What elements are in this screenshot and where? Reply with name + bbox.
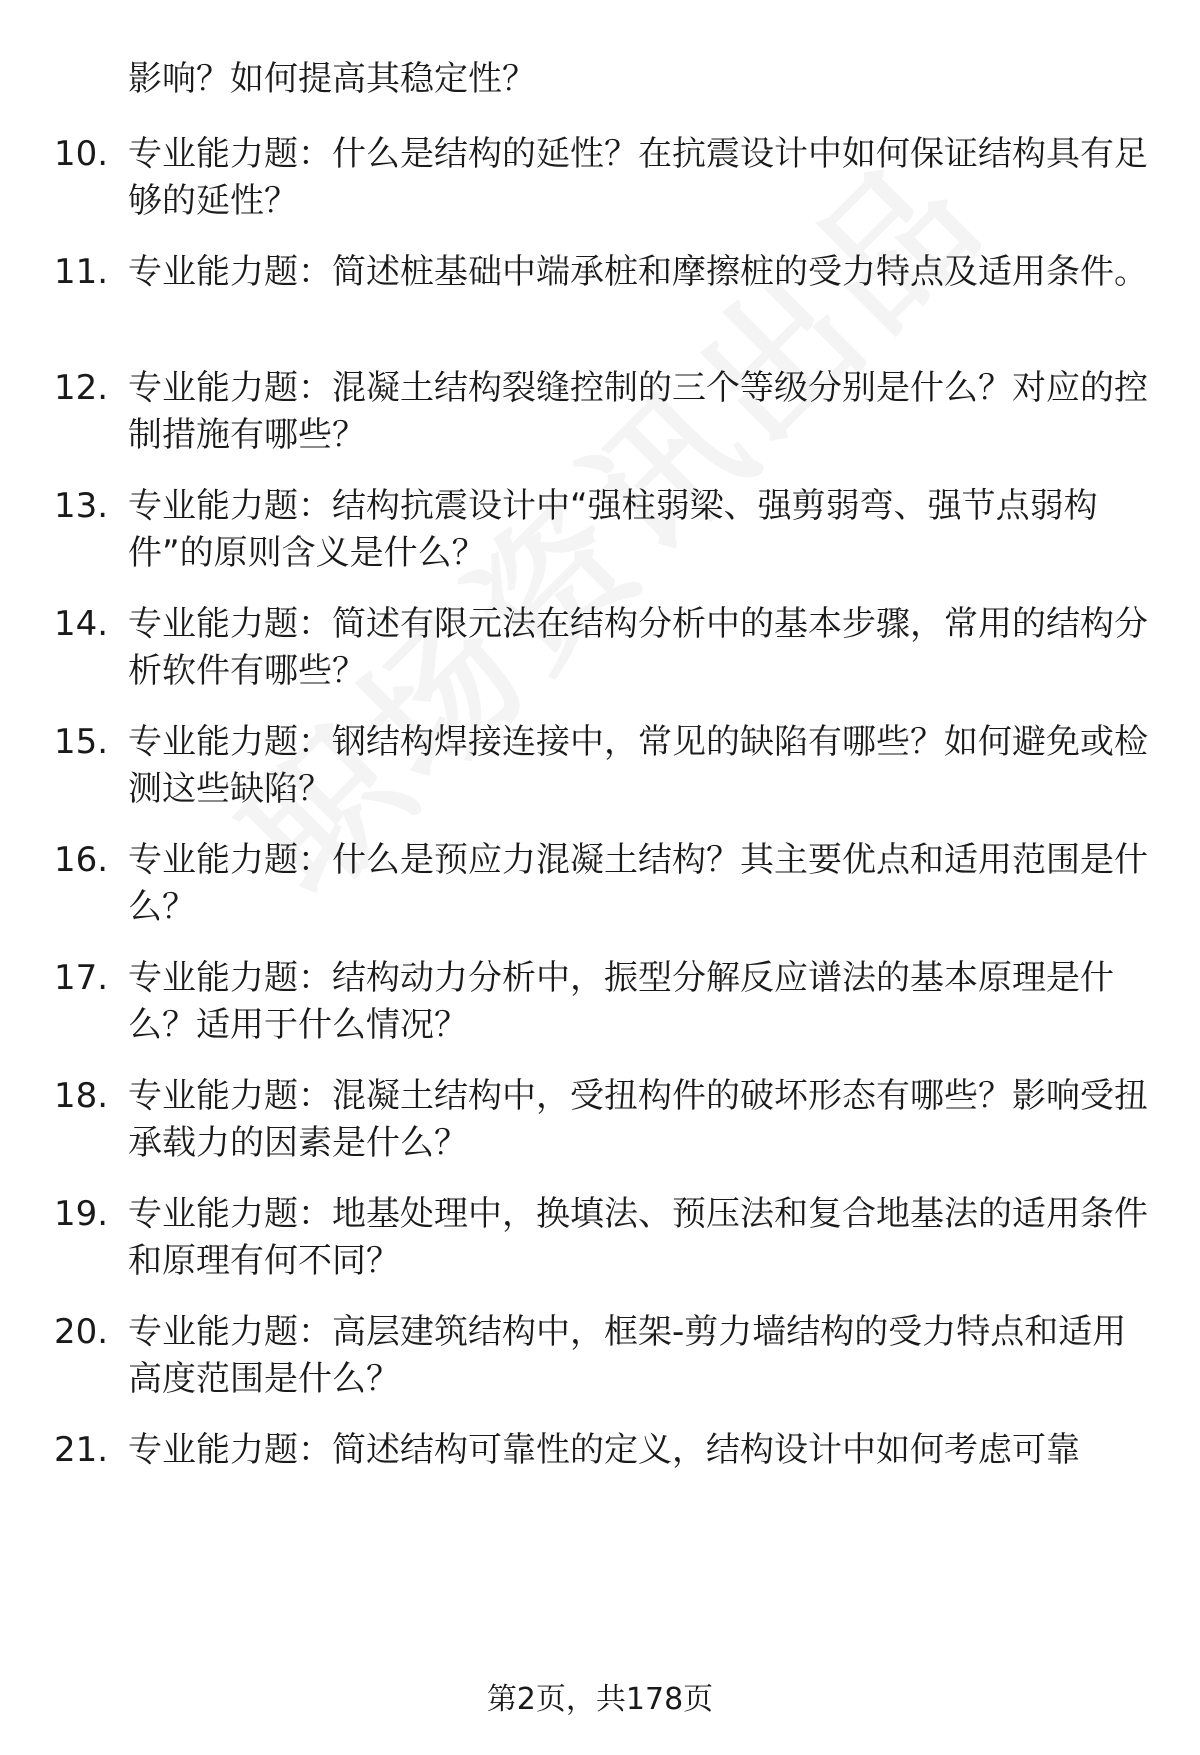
question-text: 专业能力题：什么是结构的延性？在抗震设计中如何保证结构具有足够的延性？ xyxy=(128,134,1148,221)
question-number: 21. xyxy=(54,1430,109,1470)
question-text: 专业能力题：混凝土结构中，受扭构件的破坏形态有哪些？影响受扭承载力的因素是什么？ xyxy=(128,1076,1148,1163)
question-number: 16. xyxy=(54,840,109,880)
question-number: 20. xyxy=(54,1312,109,1352)
question-text: 专业能力题：高层建筑结构中，框架-剪力墙结构的受力特点和适用高度范围是什么？ xyxy=(128,1312,1127,1399)
question-text: 专业能力题：什么是预应力混凝土结构？其主要优点和适用范围是什么？ xyxy=(128,840,1148,927)
question-number: 14. xyxy=(54,604,109,644)
question-number: 15. xyxy=(54,722,109,762)
question-text: 专业能力题：钢结构焊接连接中，常见的缺陷有哪些？如何避免或检测这些缺陷？ xyxy=(128,722,1148,809)
question-number: 17. xyxy=(54,958,109,998)
question-text: 专业能力题：结构抗震设计中“强柱弱梁、强剪弱弯、强节点弱构件”的原则含义是什么？ xyxy=(128,486,1098,573)
question-number: 10. xyxy=(54,134,109,174)
continued-question-text: 影响？如何提高其稳定性？ xyxy=(128,59,536,99)
question-number: 18. xyxy=(54,1076,109,1116)
question-text: 专业能力题：地基处理中，换填法、预压法和复合地基法的适用条件和原理有何不同？ xyxy=(128,1194,1148,1281)
question-number: 13. xyxy=(54,486,109,526)
page-number-footer: 第2页，共178页 xyxy=(486,1682,714,1717)
question-number: 19. xyxy=(54,1194,109,1234)
question-number: 11. xyxy=(54,252,109,292)
question-number: 12. xyxy=(54,368,109,408)
question-text: 专业能力题：结构动力分析中，振型分解反应谱法的基本原理是什么？适用于什么情况？ xyxy=(128,958,1114,1045)
question-text: 专业能力题：简述结构可靠性的定义，结构设计中如何考虑可靠 xyxy=(128,1430,1080,1470)
question-text: 专业能力题：简述桩基础中端承桩和摩擦桩的受力特点及适用条件。 xyxy=(128,252,1148,292)
question-text: 专业能力题：混凝土结构裂缝控制的三个等级分别是什么？对应的控制措施有哪些？ xyxy=(128,368,1148,455)
question-text: 专业能力题：简述有限元法在结构分析中的基本步骤，常用的结构分析软件有哪些？ xyxy=(128,604,1148,691)
